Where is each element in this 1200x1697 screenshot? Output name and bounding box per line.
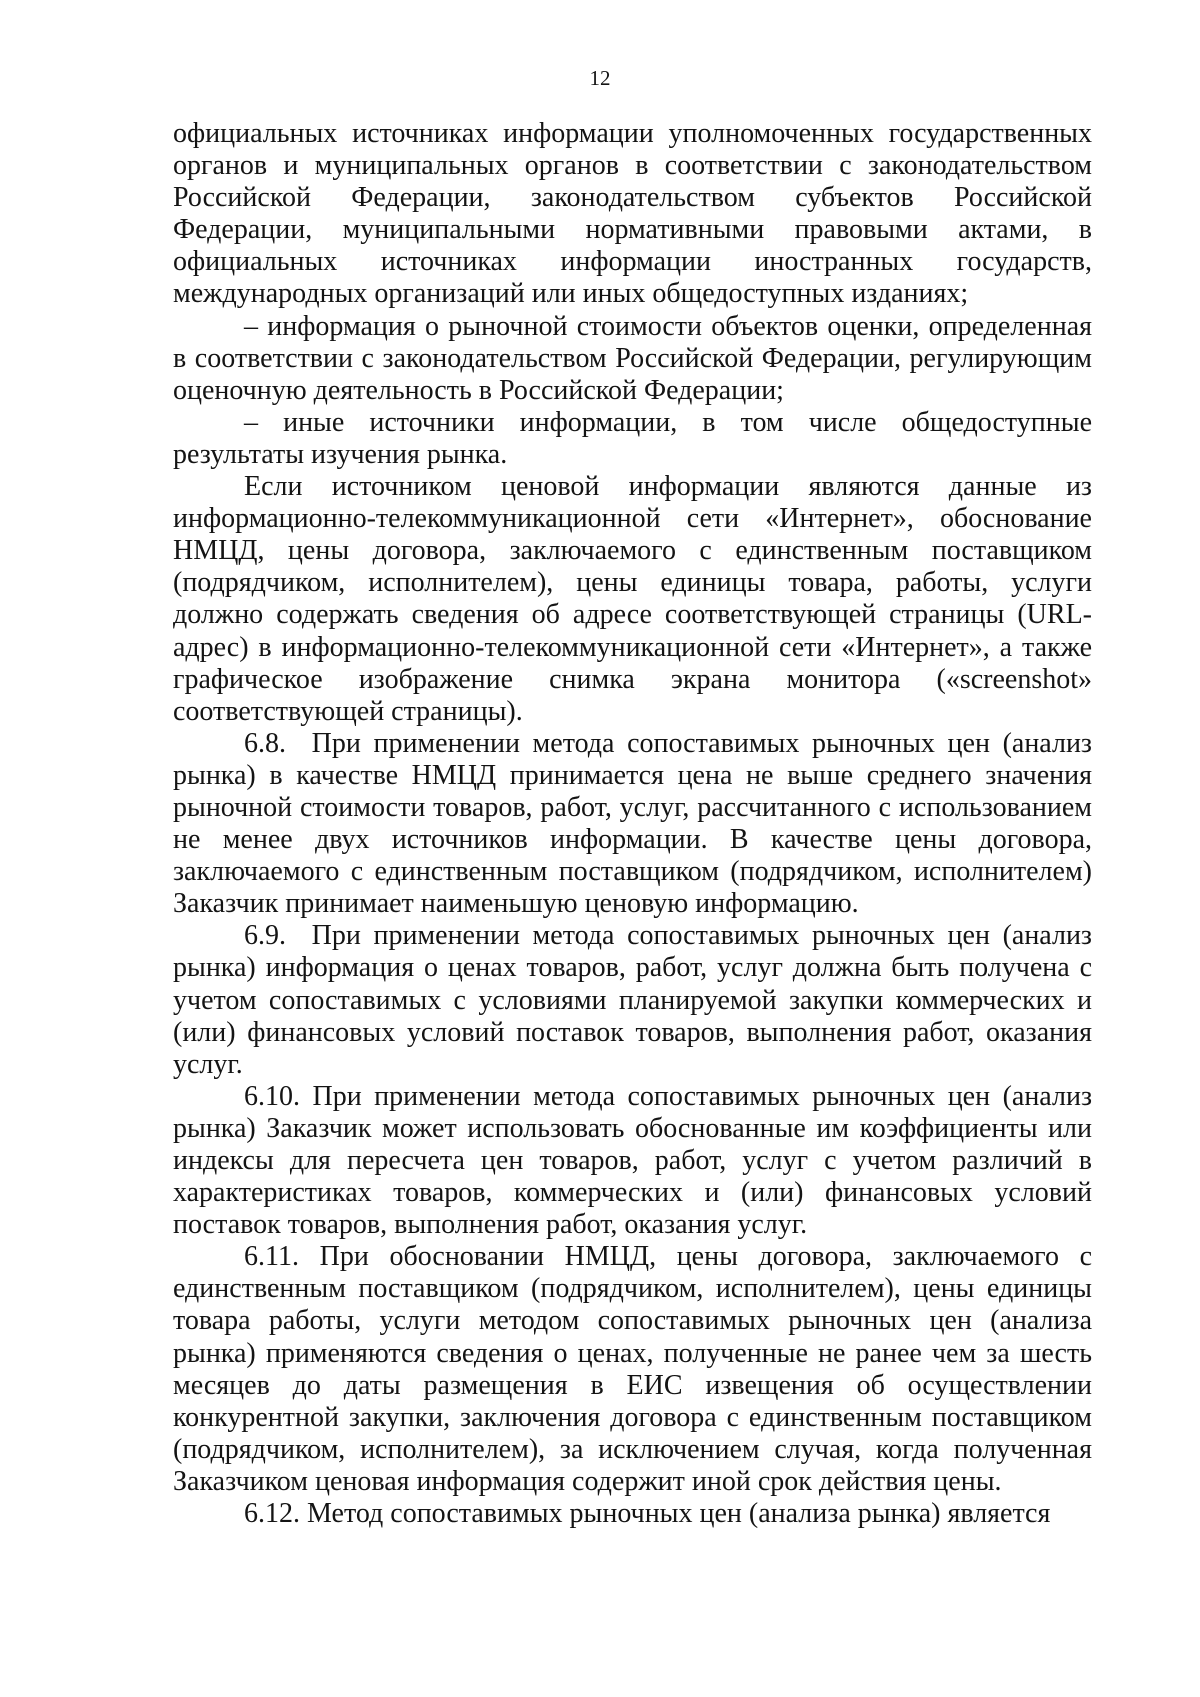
clause-number: 6.12. — [244, 1498, 300, 1530]
list-item-text: информация о рыночной стоимости объектов оценки, определенная в соответствии с законодательством Российской Федерации, регулирующим оценочную деятельность в Российской Федерации; — [173, 310, 1092, 406]
paragraph-text: официальных источниках информации уполномоченных государственных органов и муниципальных органов в соответствии с законодательством Российской Федерации, законодательством субъектов Российской Федерации, муниципальными нормативными правовыми актами, в официальных источниках информации иностранных государств, международных организаций или иных общедоступных изданиях; — [173, 118, 1092, 310]
clause-number: 6.10. — [244, 1080, 300, 1112]
clause-6-11 — [173, 1241, 1092, 1498]
clause-number: 6.8. — [244, 727, 286, 759]
list-item — [173, 311, 1092, 407]
clause-text: Метод сопоставимых рыночных цен (анализа рынка) является — [307, 1498, 1051, 1530]
clause-number: 6.9. — [244, 920, 286, 952]
dash-marker: – — [244, 310, 258, 342]
clause-text: При применении метода сопоставимых рыночных цен (анализ рынка) в качестве НМЦД принимается цена не выше среднего значения рыночной стоимости товаров, работ, услуг, рассчитанного с использованием не менее двух источников информации. В качестве цены договора, заключаемого с единственным поставщиком (подрядчиком, исполнителем) Заказчик принимает наименьшую ценовую информацию. — [173, 727, 1092, 920]
paragraph-text: Если источником ценовой информации являются данные из информационно-телекоммуникационной сети «Интернет», обоснование НМЦД, цены договора, заключаемого с единственным поставщиком (подрядчиком, исполнителем), цены единицы товара, работы, услуги должно содержать сведения об адресе соответствующей страницы (URL-адрес) в информационно-телекоммуникационной сети «Интернет», а также графическое изображение снимка экрана монитора («screenshot» соответствующей страницы). — [173, 471, 1092, 727]
clause-number: 6.11. — [244, 1241, 299, 1273]
clause-6-8 — [173, 728, 1092, 921]
document-body — [173, 118, 1092, 1530]
list-item-text: иные источники информации, в том числе общедоступные результаты изучения рынка. — [173, 406, 1092, 470]
clause-text: При применении метода сопоставимых рыночных цен (анализ рынка) информация о ценах товаров, работ, услуг должна быть получена с учетом сопоставимых с условиями планируемой закупки коммерческих и (или) финансовых условий поставок товаров, выполнения работ, оказания услуг. — [173, 920, 1092, 1080]
clause-6-9 — [173, 920, 1092, 1080]
clause-text: При применении метода сопоставимых рыночных цен (анализ рынка) Заказчик может использовать обоснованные им коэффициенты или индексы для пересчета цен товаров, работ, услуг с учетом различий в характеристиках товаров, коммерческих и (или) финансовых условий поставок товаров, выполнения работ, оказания услуг. — [173, 1080, 1092, 1241]
paragraph — [173, 471, 1092, 728]
dash-marker: – — [244, 406, 258, 438]
page-number: 12 — [589, 66, 611, 90]
paragraph-continuation — [173, 118, 1092, 311]
clause-6-10 — [173, 1081, 1092, 1241]
clause-text: При обосновании НМЦД, цены договора, заключаемого с единственным поставщиком (подрядчиком, исполнителем), цены единицы товара работы, услуги методом сопоставимых рыночных цен (анализа рынка) применяются сведения о ценах, полученные не ранее чем за шесть месяцев до даты размещения в ЕИС извещения об осуществлении конкурентной закупки, заключения договора с единственным поставщиком (подрядчиком, исполнителем), за исключением случая, когда полученная Заказчиком ценовая информация содержит иной срок действия цены. — [173, 1241, 1093, 1497]
clause-6-12 — [173, 1498, 1092, 1530]
list-item — [173, 407, 1092, 471]
